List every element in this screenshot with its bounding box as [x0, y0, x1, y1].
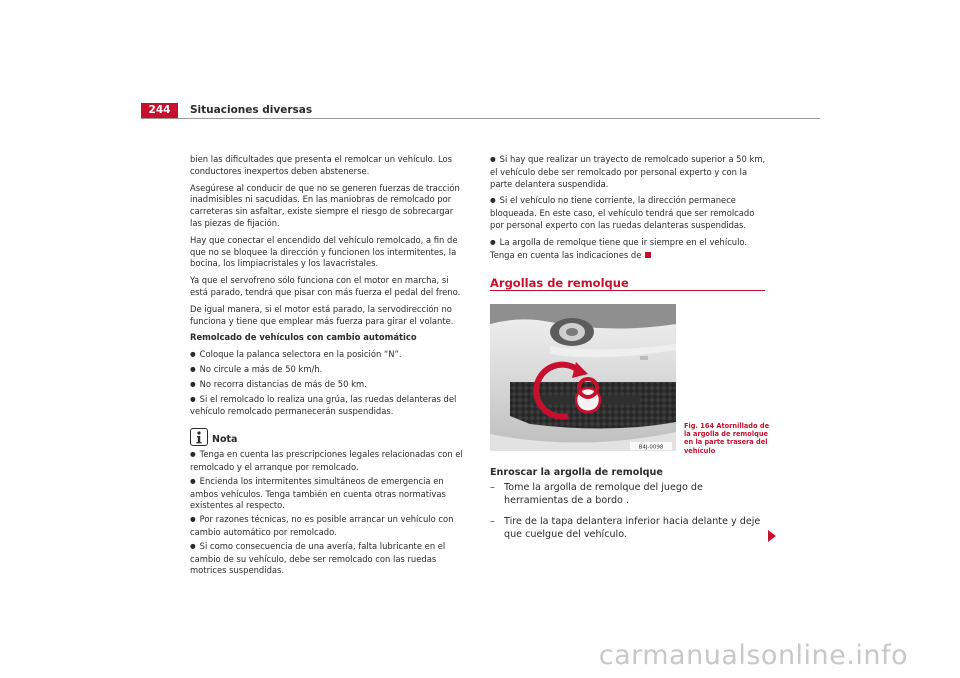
info-note-icon: [190, 428, 208, 446]
list-item: ● No circule a más de 50 km/h.: [190, 364, 465, 377]
list-item: ● Coloque la palanca selectora en la posición “N”.: [190, 349, 465, 362]
page-header-title: Situaciones diversas: [190, 104, 313, 116]
paragraph: bien las dificultades que presenta el remolcar un vehículo. Los conductores inexpertos deben abstenerse.: [190, 154, 452, 176]
tow-eye-figure: [490, 304, 676, 451]
header-divider: [141, 118, 820, 119]
list-item: ● Si el remolcado lo realiza una grúa, las ruedas delanteras del vehículo remolcado permanecerán suspendidas.: [190, 394, 465, 419]
paragraph: Ya que el servofreno sólo funciona con el motor en marcha, si está parado, tendrá que pisar con más fuerza el pedal del freno.: [190, 275, 461, 297]
procedure-step: [490, 515, 770, 541]
list-item-text: ● La argolla de remolque tiene que ir siempre en el vehículo. Tenga en cuenta las indicaciones de: [490, 237, 747, 260]
paragraph: De igual manera, si el motor está parado, la servodirección no funciona y tiene que emplear más fuerza para girar el volante.: [190, 303, 454, 326]
step-dash: –: [490, 516, 495, 527]
list-item: ● No recorra distancias de más de 50 km.: [190, 379, 465, 392]
list-item: ● Si hay que realizar un trayecto de remolcado superior a 50 km, el vehículo debe ser remolcado por personal experto y con la parte delantera suspendida.: [490, 154, 766, 190]
next-page-arrow-icon[interactable]: [768, 530, 776, 542]
procedure-title: Enroscar la argolla de remolque: [490, 467, 663, 478]
procedure-step: [490, 481, 770, 507]
list-item: ● Por razones técnicas, no es posible arrancar un vehículo con cambio automático por remolcado.: [190, 514, 465, 539]
watermark: carmanualsonline.info: [598, 640, 908, 671]
list-item: ● Si como consecuencia de una avería, falta lubricante en el cambio de su vehículo, debe ser remolcado con las ruedas motrices suspendidas.: [190, 541, 465, 577]
procedure-section: [490, 466, 770, 549]
section-title: Argollas de remolque: [490, 276, 629, 290]
paragraph: Hay que conectar el encendido del vehículo remolcado, a fin de que no se bloquee la dirección y funcionen los intermitentes, la bocina, los limpiacristales y los lavacristales.: [190, 234, 458, 269]
left-column: [190, 154, 465, 582]
right-column: [490, 154, 766, 266]
page-number: 244: [141, 103, 178, 118]
section-divider: [490, 290, 765, 291]
automatic-towing-heading: Remolcado de vehículos con cambio automático: [190, 332, 417, 343]
list-item: ● Si el vehículo no tiene corriente, la dirección permanece bloqueada. En este caso, el vehículo tendrá que ser remolcado por personal experto con las ruedas delanteras suspendidas.: [490, 195, 766, 231]
figure-caption: Fig. 164 Atornillado de la argolla de remolque en la parte trasera del vehículo: [684, 422, 770, 455]
step-text: Tire de la tapa delantera inferior hacia delante y deje que cuelgue del vehículo.: [504, 516, 761, 540]
list-item: ● Encienda los intermitentes simultáneos de emergencia en ambos vehículos. Tenga también en cuenta otras normativas existentes al respecto.: [190, 476, 465, 512]
step-dash: –: [490, 482, 495, 493]
note-header: [190, 426, 465, 446]
tow-eye-illustration: [490, 304, 676, 451]
note-title: Nota: [212, 434, 238, 446]
list-item: ● Tenga en cuenta las prescripciones legales relacionadas con el remolcado y el arranque por remolcado.: [190, 449, 465, 474]
figure-code: B4J-0098: [638, 444, 664, 451]
step-text: Tome la argolla de remolque del juego de herramientas de a bordo .: [504, 482, 703, 506]
section-end-marker: [645, 252, 651, 258]
list-item: [490, 237, 766, 262]
paragraph: Asegúrese al conducir de que no se generen fuerzas de tracción inadmisibles ni sacudidas. En las maniobras de remolcado por carreteras sin asfaltar, existe siempre el riesgo de sobrecargar las piezas de fijación.: [190, 182, 460, 228]
